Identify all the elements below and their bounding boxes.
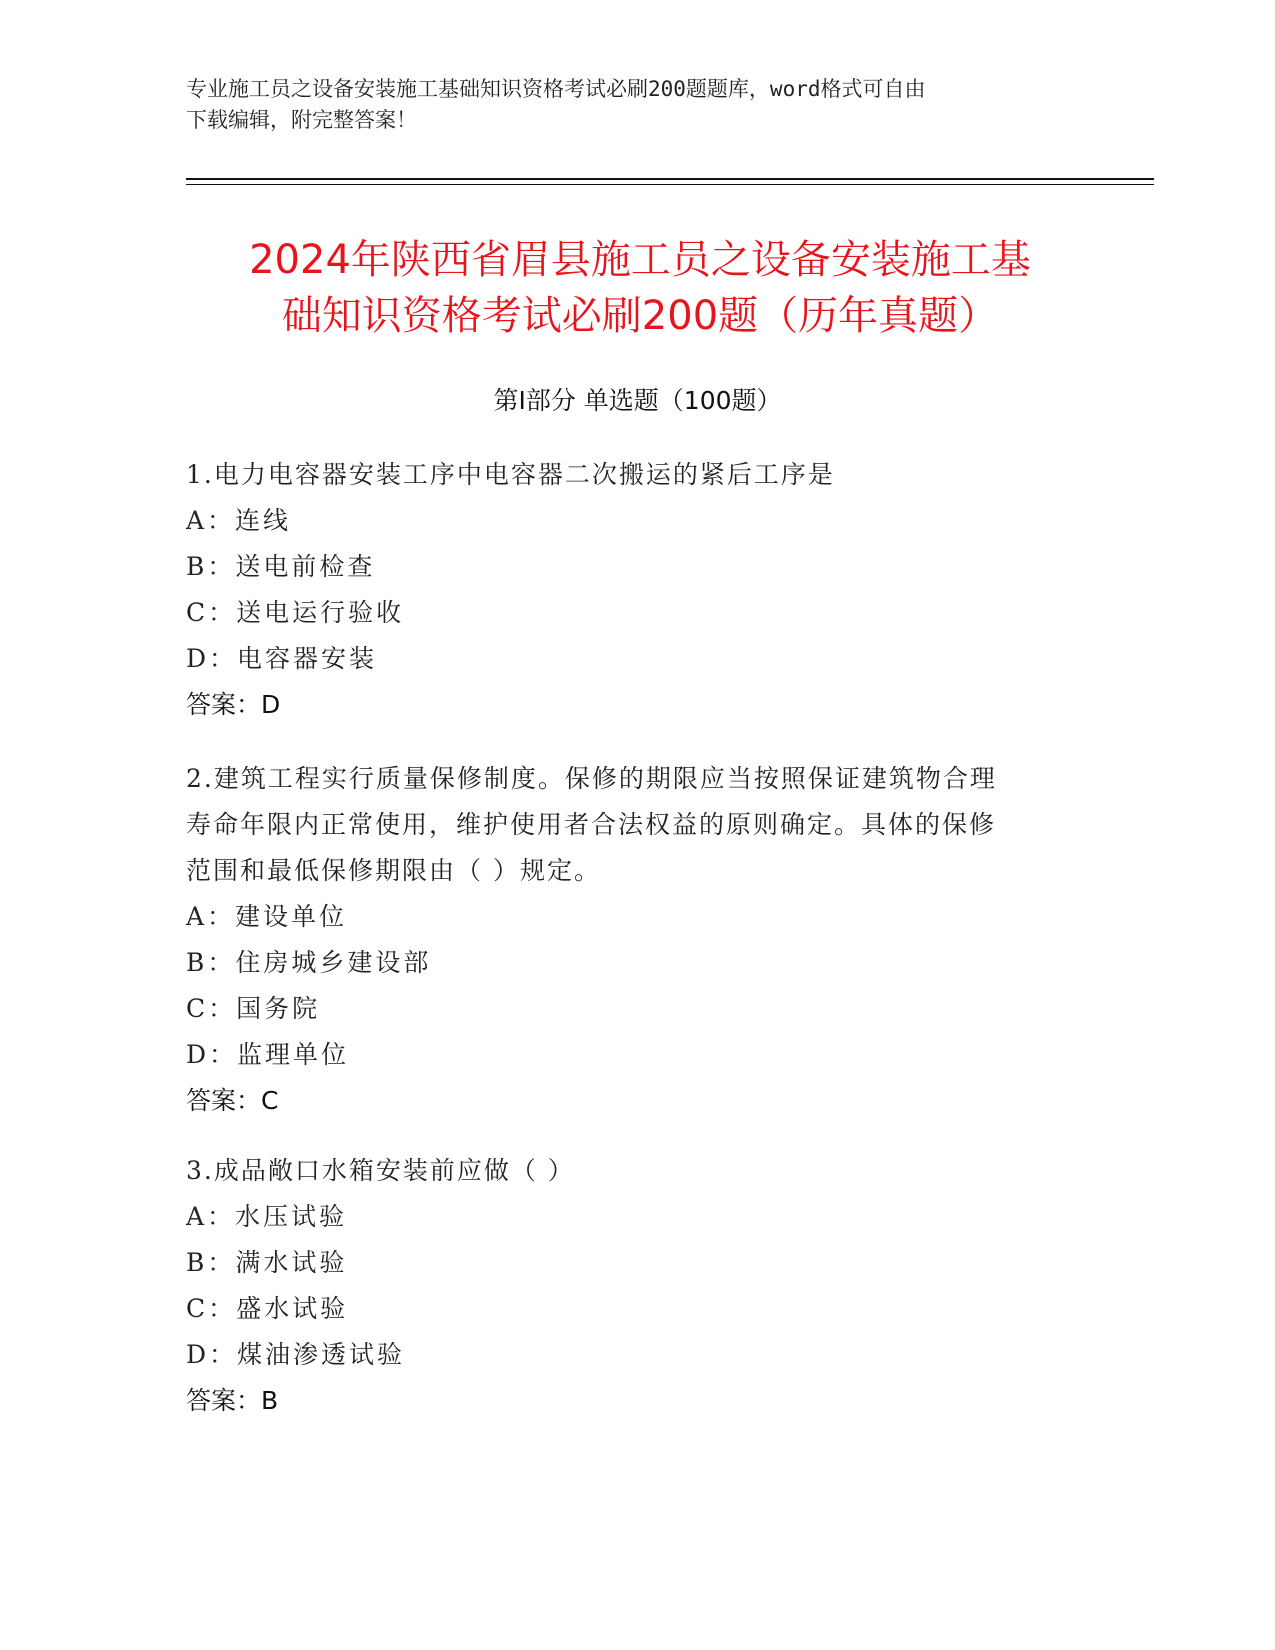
question-3	[186, 1148, 1066, 1424]
option-a: A：建设单位	[186, 902, 348, 931]
option-d: D：煤油渗透试验	[186, 1340, 406, 1369]
question-text-line: 2.建筑工程实行质量保修制度。保修的期限应当按照保证建筑物合理	[186, 764, 997, 793]
question-text-line: 1.电力电容器安装工序中电容器二次搬运的紧后工序是	[186, 460, 835, 489]
header-note	[186, 74, 1046, 136]
option-c: C：送电运行验收	[186, 598, 405, 627]
option-b: B：送电前检查	[186, 552, 376, 581]
option-c: C：盛水试验	[186, 1294, 349, 1323]
question-text	[186, 452, 1066, 498]
option-a: A：水压试验	[186, 1202, 348, 1231]
question-text-line: 3.成品敞口水箱安装前应做（ ）	[186, 1156, 575, 1185]
document-title-line: 础知识资格考试必刷200题（历年真题）	[281, 293, 999, 339]
answer: 答案：C	[186, 1086, 279, 1115]
question-text	[186, 1148, 1066, 1194]
answer: 答案：D	[186, 690, 281, 719]
option-b: B：满水试验	[186, 1248, 348, 1277]
document-title-line: 2024年陕西省眉县施工员之设备安装施工基	[249, 237, 1031, 283]
question-text-line: 寿命年限内正常使用，维护使用者合法权益的原则确定。具体的保修	[186, 810, 997, 839]
option-d: D：监理单位	[186, 1040, 350, 1069]
header-divider-thick	[186, 178, 1154, 180]
option-c: C：国务院	[186, 994, 321, 1023]
option-b: B：住房城乡建设部	[186, 948, 432, 977]
answer: 答案：B	[186, 1386, 279, 1415]
document-title	[160, 232, 1120, 344]
header-note-line: 下载编辑，附完整答案！	[186, 108, 417, 132]
question-2	[186, 756, 1066, 1124]
question-text-line: 范围和最低保修期限由（ ）规定。	[186, 856, 601, 885]
option-d: D：电容器安装	[186, 644, 378, 673]
option-a: A：连线	[186, 506, 292, 535]
header-note-line: 专业施工员之设备安装施工基础知识资格考试必刷200题题库，word格式可自由	[186, 77, 926, 101]
question-1	[186, 452, 1066, 728]
section-heading: 第Ⅰ部分 单选题（100题）	[493, 386, 782, 415]
header-divider-thin	[186, 184, 1154, 185]
question-text	[186, 756, 1066, 894]
